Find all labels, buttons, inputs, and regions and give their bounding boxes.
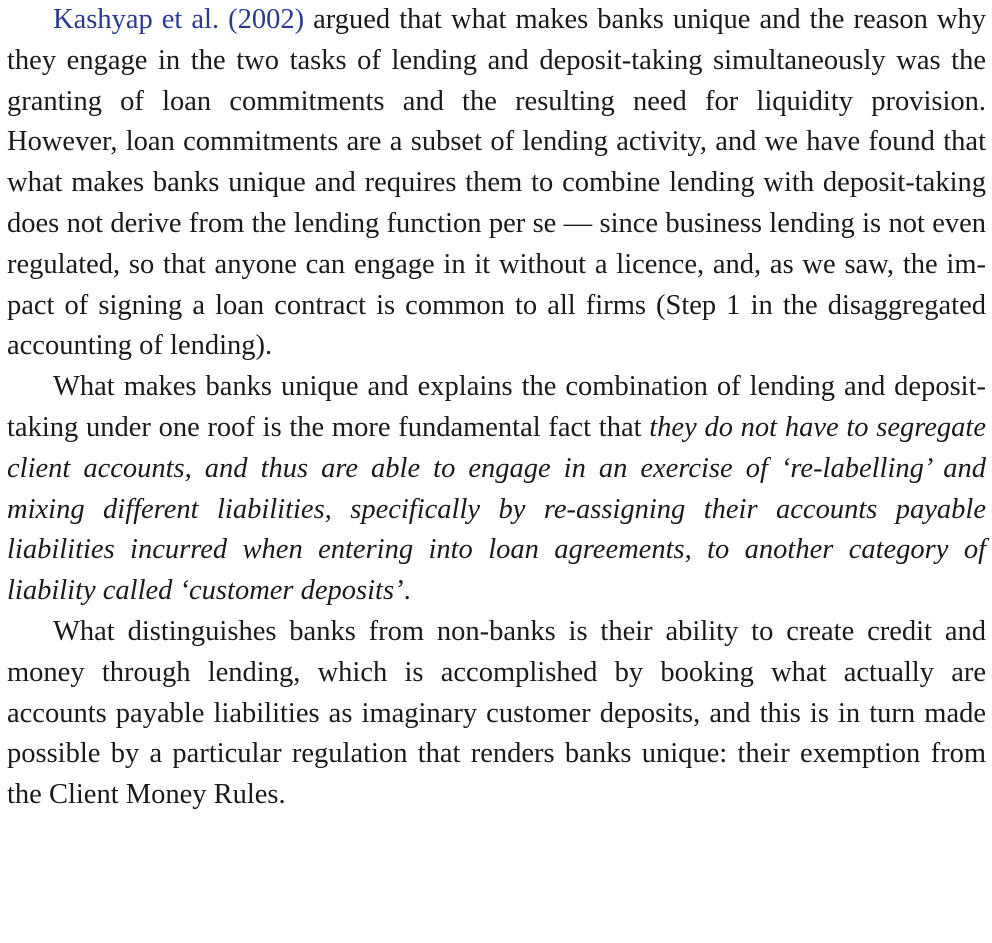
paragraph-1-text: argued that what makes banks unique and the reason why they engage in the two tasks of lending and deposit-taking simultaneously was the granting of loan commitments and the resulting need for liquidity provision. However, loan commitments are a subset of lending activity, and we have found that what makes banks unique and requires them to combine lending with deposit-taking does not derive from the lending function per se — since business lending is not even regulated, so that anyone can engage in it without a licence, and, as we saw, the impact of signing a loan contract is common to all firms (Step 1 in the disaggregated accounting of lending).	[7, 4, 987, 362]
paragraph-2-lead: What makes banks unique and explains the combination of lending and deposit-taking under one roof is the more fundamental fact that	[7, 371, 986, 443]
paragraph-2-emphasis: they do not have to segregate client accounts, and thus are able to engage in an exercise of ‘re-labelling’ and mixing different liabilities, specifically by re-assigning their accounts payable liabilities incurred when entering into loan agreements, to another category of liability called ‘customer deposits’	[7, 411, 986, 607]
paragraph-3	[7, 612, 986, 816]
citation-link-kashyap-2002[interactable]: Kashyap et al. (2002)	[53, 4, 305, 35]
paragraph-2	[7, 367, 986, 612]
paragraph-3-text: What distinguishes banks from non-banks is their ability to create credit and money through lending, which is accomplished by booking what actually are accounts payable liabilities as imaginary customer deposits, and this is in turn made possible by a particular regulation that renders banks unique: their exemption from the Client Money Rules.	[7, 615, 986, 811]
paragraph-1	[7, 0, 986, 367]
paragraph-2-tail: .	[403, 575, 411, 607]
